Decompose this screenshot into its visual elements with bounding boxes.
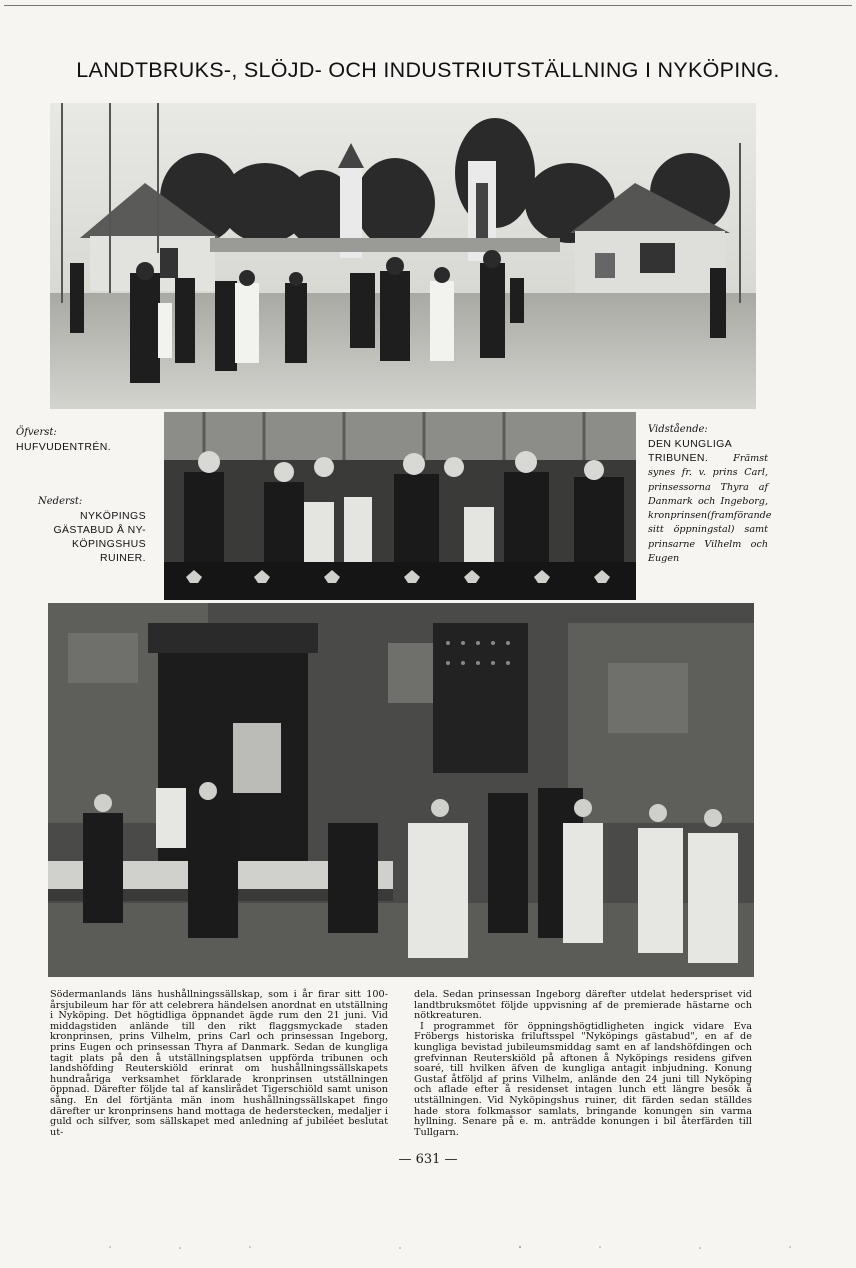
- article-paragraph: Södermanlands läns hushållningssällskap, som i år firar sitt 100-årsjubileum har för att celebrera händelsen anordnat en utställning i Nyköping. Det högtidliga öppnandet ägde rum den 21 juni. Vid middagstiden anlände till den rikt flaggsmyckade staden kronprinsen, prins Vilhelm, prins Carl och prinsessan Ingeborg, prins Eugen och prinsessan Thyra af Danmark. Sedan de kungliga tagit plats på den å utställningsplatsen uppförda tribunen och landshöfding Reuterskiöld erinrat om hushållningssällskapets hundraåriga verksamhet förklarade kronprinsen utställningen öppnad. Därefter följde tal af kanslirådet Tigerschiöld samt unison sång. En del förtjänta män inom hushållningssällskapet fingo därefter ur kronprinsens hand mottaga de hederstecken, medaljer i guld och silfver, som sällskapet med anledning af jubiléet beslutat ut-: [50, 989, 388, 1138]
- article-paragraph: dela. Sedan prinsessan Ingeborg därefter utdelat hederspriset vid landtbruksmötet följde uppvisning af de premierade hästarne och nötkreaturen.: [414, 989, 752, 1022]
- caption-hufvudentren: [16, 425, 156, 454]
- caption-line: DEN KUNGLIGA: [648, 438, 733, 450]
- caption-description: Främst synes fr. v. prins Carl, prinsessorna Thyra af Danmark och Ingeborg, kronprinsen(framförande sitt öppningstal) samt prinsarne Vilhelm och Eugen: [648, 453, 772, 565]
- caption-line: GÄSTABUD Å NY-: [53, 524, 146, 536]
- top-rule: [4, 5, 852, 6]
- caption-line: RUINER.: [100, 552, 146, 564]
- kungliga-tribunen-photo: [164, 412, 636, 600]
- article-column-right: [414, 990, 752, 1138]
- caption-nykopings-gastabud: [16, 495, 146, 565]
- article-column-left: [50, 990, 388, 1138]
- caption-label: Vidstående:: [648, 424, 708, 435]
- caption-label: Nederst:: [38, 496, 83, 507]
- page-number: — 631 —: [398, 1152, 458, 1167]
- nykopingshus-ruiner-photo: [48, 603, 754, 977]
- hufvudentren-photo: [50, 103, 756, 409]
- article-paragraph: I programmet för öppningshögtidligheten ingick vidare Eva Fröbergs historiska friluftsspel "Nyköpings gästabud", en af de kungliga bevistad jubileumsmiddag samt en af landshöfdingen och grefvinnan Reuterskiöld på aftonen å Nyköpings residens gifven soaré, till hvilken äfven de kungliga antagit inbjudning. Konung Gustaf åtföljd af prins Vilhelm, anlände den 24 juni till Nyköping och aflade efter å residenset intagen lunch ett längre besök å utställningen. Vid Nyköpingshus ruiner, dit färden sedan ställdes hade stora folkmassor samlats, bringande konungen sin varma hyllning. Senare på e. m. anträdde konungen i bil återfärden till Tullgarn.: [414, 1020, 752, 1138]
- caption-line: NYKÖPINGS: [79, 510, 146, 522]
- caption-kungliga-tribunen: [648, 423, 772, 566]
- caption-title: HUFVUDENTRÉN.: [16, 441, 112, 453]
- page-headline: LANDTBRUKS-, SLÖJD- OCH INDUSTRIUTSTÄLLNING I NYKÖPING.: [76, 58, 780, 82]
- caption-line: TRIBUNEN.: [648, 452, 709, 464]
- caption-label: Öfverst:: [16, 427, 57, 438]
- print-specks: [0, 1235, 856, 1255]
- caption-line: KÖPINGSHUS: [71, 538, 146, 550]
